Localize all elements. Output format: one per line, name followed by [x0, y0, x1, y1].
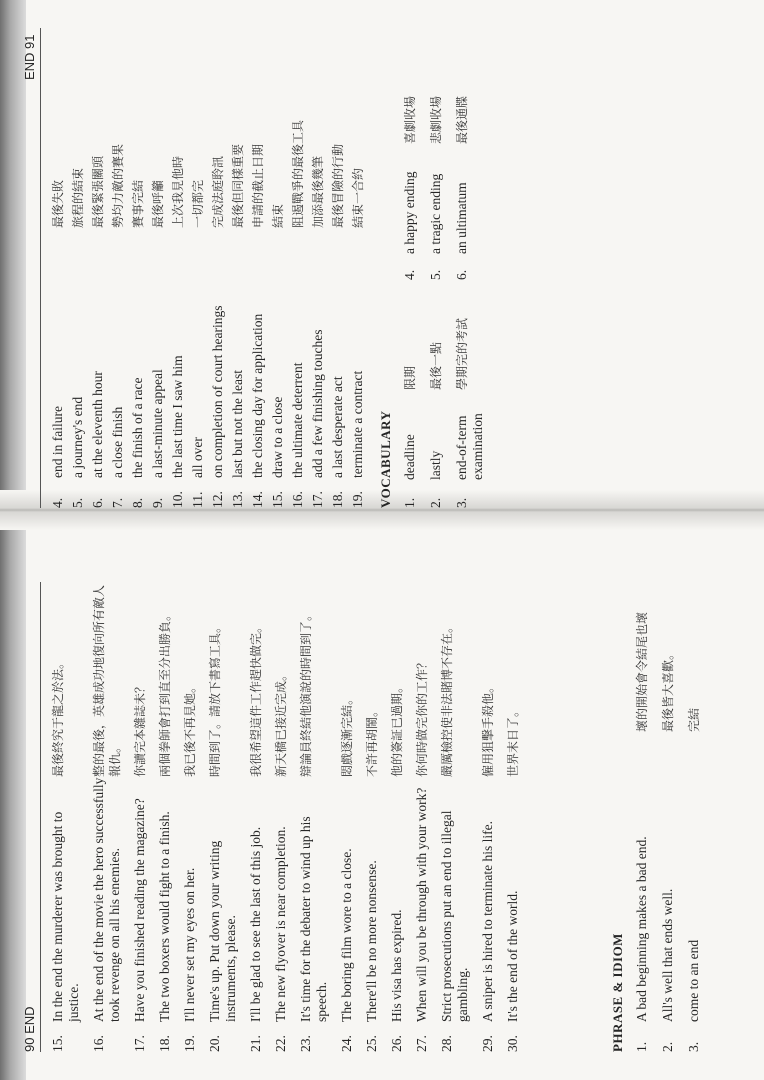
- right-entry-row: [350, 28, 366, 508]
- left-entry-row: [50, 572, 82, 1052]
- right-entry-row: [270, 28, 286, 508]
- left-entry-row: [389, 572, 405, 1052]
- left-entry-number: 18.: [157, 1035, 172, 1052]
- left-entry-number: 29.: [480, 1035, 495, 1052]
- vocab-chinese: 限期: [403, 365, 417, 390]
- left-entry-number: 19.: [182, 1035, 197, 1052]
- right-entry-english: last but not the least: [230, 370, 245, 478]
- left-entry-number: 22.: [273, 1035, 288, 1052]
- vocab-number: 3.: [454, 497, 469, 508]
- left-entry-number: 25.: [364, 1035, 379, 1052]
- left-entry-row: [157, 572, 173, 1052]
- right-entry-number: 10.: [170, 491, 185, 508]
- left-entry-chinese: 你何時做完你的工作？: [415, 656, 429, 777]
- left-entry-english: A sniper is hired to terminate his life.: [480, 821, 495, 1022]
- right-entry-chinese: 最後冒險的行動: [331, 143, 345, 228]
- left-entry-english: At the end of the movie the hero successfully took revenge on all his enemies.: [91, 777, 122, 1022]
- left-entry-row: [505, 572, 521, 1052]
- right-entry-chinese: 結束: [271, 203, 285, 228]
- left-entry-row: [91, 572, 123, 1052]
- right-entry-number: 19.: [350, 491, 365, 508]
- phrase-english: A bad beginning makes a bad end.: [634, 836, 649, 1022]
- vocab-number-2: 6.: [454, 269, 469, 280]
- vocab-list: [402, 28, 496, 508]
- left-entry-english: His visa has expired.: [389, 909, 404, 1022]
- vocab-word-2: a happy ending: [402, 171, 417, 254]
- left-entry-number: 23.: [298, 1035, 313, 1052]
- left-entry-number: 20.: [207, 1035, 222, 1052]
- right-entry-row: [170, 28, 186, 508]
- phrase-row: [634, 572, 650, 1052]
- right-entry-number: 12.: [210, 491, 225, 508]
- right-entry-chinese: 最後緊張關頭: [91, 155, 105, 228]
- left-entry-number: 16.: [91, 1035, 106, 1052]
- left-entry-row: [132, 572, 148, 1052]
- right-entry-row: [90, 28, 106, 508]
- vocab-word-2: a tragic ending: [428, 173, 443, 254]
- right-entry-row: [70, 28, 86, 508]
- phrase-chinese: 最後皆大喜歡。: [661, 647, 675, 732]
- phrase-chinese: 壞的開始會令結尾也壞: [635, 611, 649, 732]
- right-entry-number: 14.: [250, 491, 265, 508]
- left-entry-english: It's the end of the world.: [505, 890, 520, 1022]
- left-entry-english: In the end the murderer was brought to justice.: [50, 811, 81, 1022]
- right-entry-english: a last desperate act: [330, 376, 345, 478]
- vocab-number-2: 4.: [402, 269, 417, 280]
- right-entry-chinese: 加添最後幾筆: [311, 155, 325, 228]
- left-entry-number: 30.: [505, 1035, 520, 1052]
- left-entry-row: [273, 572, 289, 1052]
- left-entry-chinese: 不許再胡鬧。: [365, 704, 379, 777]
- right-page-header: END 91: [22, 34, 37, 80]
- right-entry-english: a journey's end: [70, 396, 85, 478]
- right-entry-chinese: 申請的截止日期: [251, 143, 265, 228]
- right-entry-english: end in failure: [50, 406, 65, 478]
- right-entry-english: terminate a contract: [350, 370, 365, 478]
- vocab-chinese: 最後一點: [429, 341, 443, 390]
- left-entry-chinese: 整的最後，英雄成功地復向所有敵人報仇。: [92, 584, 122, 777]
- right-entry-english: the closing day for application: [250, 313, 265, 478]
- right-entry-chinese: 完成法庭聆訊: [211, 155, 225, 228]
- right-entry-chinese: 最後失敗: [51, 179, 65, 228]
- left-entry-row: [298, 572, 330, 1052]
- left-entry-number: 28.: [439, 1035, 454, 1052]
- vocab-word: deadline: [402, 434, 417, 480]
- left-entry-chinese: 他的簽証已過期。: [390, 680, 404, 777]
- left-entry-english: Have you finished reading the magazine?: [132, 798, 147, 1022]
- right-entry-chinese: 最後但同樣重要: [231, 143, 245, 228]
- vocab-chinese: 學期完的考試: [455, 317, 469, 390]
- phrase-row: [660, 572, 676, 1052]
- left-page-header: 90 END: [22, 1006, 37, 1052]
- left-entry-row: [364, 572, 380, 1052]
- left-entry-english: It's time for the debater to wind up his speech.: [298, 816, 329, 1022]
- left-entry-english: I'll never set my eyes on her.: [182, 867, 197, 1022]
- left-entry-row: [248, 572, 264, 1052]
- left-entry-number: 26.: [389, 1035, 404, 1052]
- right-entry-number: 6.: [90, 497, 105, 508]
- phrase-row: [686, 572, 702, 1052]
- right-entry-chinese: 一切都完: [191, 179, 205, 228]
- left-entry-chinese: 兩個拳師會打到直至分出勝負。: [158, 608, 172, 777]
- vocab-chinese-2: 最後通牒: [455, 95, 469, 144]
- right-entry-chinese: 最後呼籲: [151, 179, 165, 228]
- vocab-row: [428, 28, 444, 508]
- left-entry-number: 21.: [248, 1035, 263, 1052]
- left-header-rule: [40, 582, 41, 1052]
- left-entry-chinese: 我很希望這件工作趕快做完。: [249, 620, 263, 777]
- right-entry-english: add a few finishing touches: [310, 329, 325, 478]
- phrase-chinese: 完結: [687, 707, 701, 732]
- right-entry-number: 18.: [330, 491, 345, 508]
- vocab-chinese-2: 喜劇收場: [403, 95, 417, 144]
- right-entry-number: 17.: [310, 491, 325, 508]
- left-entry-list: [50, 572, 530, 1052]
- phrase-list: [634, 572, 712, 1052]
- right-entry-number: 13.: [230, 491, 245, 508]
- left-entry-row: [439, 572, 471, 1052]
- left-entry-row: [414, 572, 430, 1052]
- left-entry-chinese: 我已後不再見她。: [183, 680, 197, 777]
- right-entry-chinese: 結束一合約: [351, 167, 365, 228]
- left-entry-chinese: 最後終究于龍之於法。: [51, 656, 65, 777]
- right-entry-english: draw to a close: [270, 396, 285, 478]
- left-entry-english: The new flyover is near completion.: [273, 826, 288, 1022]
- left-entry-english: I'll be glad to see the last of this job.: [248, 826, 263, 1022]
- right-entry-chinese: 阻遏戰爭的最後工具: [291, 119, 305, 228]
- left-entry-english: The boring film wore to a close.: [339, 848, 354, 1022]
- right-entry-row: [50, 28, 66, 508]
- right-entry-english: a close finish: [110, 406, 125, 478]
- left-entry-english: When will you be through with your work?: [414, 787, 429, 1022]
- right-entry-number: 15.: [270, 491, 285, 508]
- vocab-word: lastly: [428, 450, 443, 480]
- right-entry-english: a last-minute appeal: [150, 369, 165, 478]
- vocab-row: [402, 28, 418, 508]
- right-entry-row: [250, 28, 266, 508]
- left-entry-chinese: 僱用狙擊手殺他。: [481, 680, 495, 777]
- phrase-english: come to an end: [686, 939, 701, 1022]
- right-entry-number: 5.: [70, 497, 85, 508]
- right-entry-number: 11.: [190, 491, 205, 508]
- right-entry-english: all over: [190, 437, 205, 478]
- vocab-chinese-2: 悲劇收場: [429, 95, 443, 144]
- right-entry-english: on completion of court hearings: [210, 305, 225, 478]
- right-entry-row: [190, 28, 206, 508]
- left-entry-english: There'll be no more nonsense.: [364, 860, 379, 1022]
- right-entry-chinese: 旅程的結束: [71, 167, 85, 228]
- right-entry-english: the last time I saw him: [170, 355, 185, 478]
- right-entry-number: 9.: [150, 497, 165, 508]
- left-entry-chinese: 世界末日了。: [506, 704, 520, 777]
- left-entry-number: 17.: [132, 1035, 147, 1052]
- right-entry-row: [330, 28, 346, 508]
- left-entry-chinese: 新天橋已接近完成。: [274, 668, 288, 777]
- left-entry-row: [480, 572, 496, 1052]
- right-entry-english: the finish of a race: [130, 377, 145, 478]
- right-entry-row: [290, 28, 306, 508]
- left-entry-row: [339, 572, 355, 1052]
- right-entry-number: 8.: [130, 497, 145, 508]
- right-entry-row: [150, 28, 166, 508]
- right-entry-chinese: 上次我見他時: [171, 155, 185, 228]
- vocab-word: end-of-term examination: [454, 413, 485, 480]
- left-entry-number: 27.: [414, 1035, 429, 1052]
- right-entry-english: at the eleventh hour: [90, 371, 105, 478]
- right-entry-row: [310, 28, 326, 508]
- left-entry-row: [207, 572, 239, 1052]
- phrase-heading: PHRASE & IDIOM: [610, 933, 625, 1052]
- vocab-heading: VOCABULARY: [378, 410, 393, 508]
- right-entry-row: [110, 28, 126, 508]
- right-entry-chinese: 勢均力敵的賽果: [111, 143, 125, 228]
- vocab-number-2: 5.: [428, 269, 443, 280]
- vocab-number: 2.: [428, 497, 443, 508]
- right-header-rule: [40, 28, 41, 508]
- phrase-english: All's well that ends well.: [660, 888, 675, 1022]
- left-entry-row: [182, 572, 198, 1052]
- vocab-number: 1.: [402, 497, 417, 508]
- right-entry-english: the ultimate deterrent: [290, 362, 305, 478]
- right-entry-number: 4.: [50, 497, 65, 508]
- left-entry-english: The two boxers would fight to a finish.: [157, 811, 172, 1022]
- left-entry-chinese: 嚴厲檢控使非法賭博不存在。: [440, 620, 454, 777]
- phrase-number: 2.: [660, 1041, 675, 1052]
- right-entry-row: [130, 28, 146, 508]
- right-entry-row: [230, 28, 246, 508]
- right-entry-list: [50, 28, 370, 508]
- left-entry-english: Strict prosecutions put an end to illegal gambling.: [439, 810, 470, 1022]
- right-entry-number: 7.: [110, 497, 125, 508]
- left-entry-chinese: 悶戲逐漸完結。: [340, 692, 354, 777]
- left-entry-chinese: 時間到了。請放下書寫工具。: [208, 620, 222, 777]
- right-entry-number: 16.: [290, 491, 305, 508]
- phrase-number: 3.: [686, 1041, 701, 1052]
- left-entry-number: 15.: [50, 1035, 65, 1052]
- right-entry-chinese: 賽事完結: [131, 179, 145, 228]
- phrase-number: 1.: [634, 1041, 649, 1052]
- vocab-word-2: an ultimatum: [454, 182, 469, 254]
- left-entry-chinese: 辯論員終結他演說的時間到了。: [299, 608, 313, 777]
- left-entry-chinese: 你讀完本雜誌未？: [133, 680, 147, 777]
- right-entry-row: [210, 28, 226, 508]
- left-entry-english: Time's up. Put down your writing instruments, please.: [207, 840, 238, 1022]
- left-entry-number: 24.: [339, 1035, 354, 1052]
- vocab-row: [454, 28, 486, 508]
